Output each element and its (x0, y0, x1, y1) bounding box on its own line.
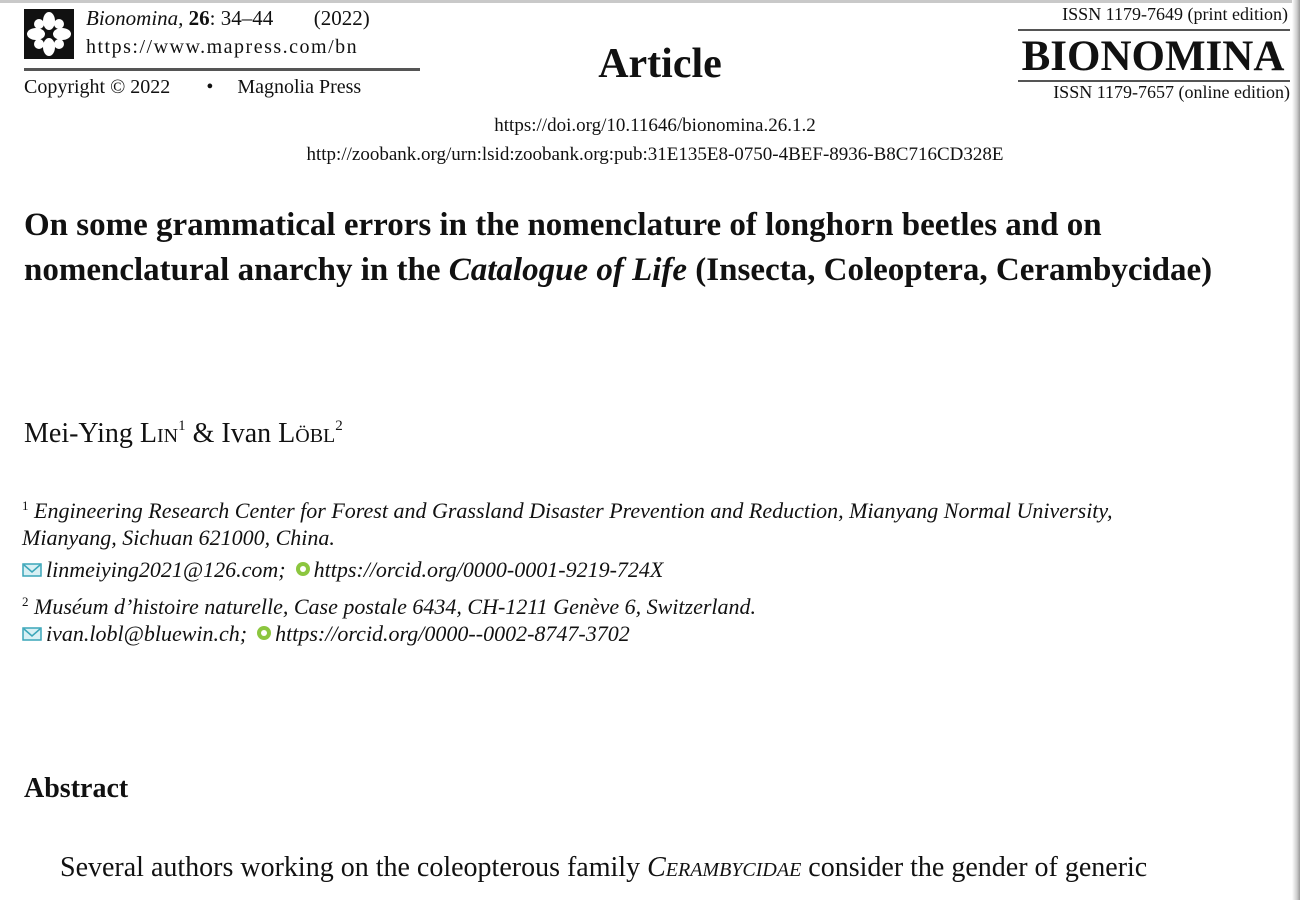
title-part2: (Insecta, Coleoptera, Cerambycidae) (687, 252, 1213, 288)
author-separator: & (185, 418, 222, 449)
journal-citation (86, 6, 370, 31)
journal-volume: 26 (188, 6, 210, 30)
author1-sup: 1 (178, 418, 186, 434)
issn-online: ISSN 1179-7657 (online edition) (1053, 82, 1290, 102)
bionomina-logo-text: BIONOMINA (1021, 33, 1285, 80)
zoobank-link[interactable]: http://zoobank.org/urn:lsid:zoobank.org:pub:31E135E8-0750-4BEF-8936-B8C716CD328E (306, 144, 1004, 165)
aff1-email-link[interactable]: linmeiying2021@126.com; (46, 557, 286, 582)
aff1-text: Engineering Research Center for Forest and Grassland Disaster Prevention and Reduction, Mianyang Normal University, (28, 498, 1113, 523)
publisher: Magnolia Press (237, 76, 362, 98)
top-border (0, 0, 1300, 3)
author2-sup: 2 (335, 418, 343, 434)
orcid-icon (296, 562, 310, 576)
journal-name: Bionomina, (86, 6, 184, 30)
header-right-rule-top (1018, 29, 1290, 31)
abstract-text-start: Several authors working on the coleopterous family (60, 852, 648, 883)
title-italic: Catalogue of Life (448, 252, 688, 288)
magnolia-press-logo-icon (24, 9, 74, 59)
affiliation-2-contacts (22, 618, 1292, 649)
aff2-email-link[interactable]: ivan.lobl@bluewin.ch; (46, 621, 248, 646)
abstract-text (60, 852, 1147, 884)
journal-pages: : 34–44 (209, 6, 274, 30)
author1-given: Mei-Ying (24, 418, 140, 449)
abstract-text-end: consider the gender of generic (801, 852, 1148, 883)
journal-url-link[interactable]: https://www.mapress.com/bn (86, 36, 359, 58)
authors-line (24, 418, 343, 450)
copyright-line (24, 76, 361, 99)
mail-icon (22, 562, 42, 578)
bullet-separator: • (206, 76, 214, 98)
abstract-heading: Abstract (24, 773, 129, 804)
article-label: Article (598, 41, 722, 87)
abstract-family-name: Cerambycidae (647, 852, 802, 883)
journal-year: (2022) (313, 6, 370, 30)
aff2-sup: 2 (22, 594, 29, 609)
aff2-orcid-link[interactable]: https://orcid.org/0000--0002-8747-3702 (275, 621, 630, 646)
affiliation-1-line1 (22, 490, 1292, 526)
doi-link[interactable]: https://doi.org/10.11646/bionomina.26.1.2 (494, 115, 816, 136)
aff2-text: Muséum d’histoire naturelle, Case postale 6434, CH-1211 Genève 6, Switzerland. (28, 594, 757, 619)
aff1-sup: 1 (22, 498, 29, 513)
affiliation-1-contacts (22, 554, 1292, 585)
author2-family: Löbl (278, 418, 336, 449)
author1-family: Lin (139, 418, 179, 449)
orcid-icon (257, 626, 271, 640)
affiliation-1-line2: Mianyang, Sichuan 621000, China. (22, 525, 335, 550)
author2-given: Ivan (221, 418, 279, 449)
title-part1: On some grammatical errors in the nomenclature of longhorn beetles and on nomenclatural anarchy in the (24, 207, 1102, 288)
header-rule (24, 68, 420, 71)
mail-icon (22, 626, 42, 642)
article-title (24, 203, 1284, 293)
copyright: Copyright © 2022 (24, 76, 171, 98)
affiliation-2-line1 (22, 586, 1292, 622)
issn-print: ISSN 1179-7649 (print edition) (1062, 4, 1288, 24)
aff1-orcid-link[interactable]: https://orcid.org/0000-0001-9219-724X (313, 557, 664, 582)
